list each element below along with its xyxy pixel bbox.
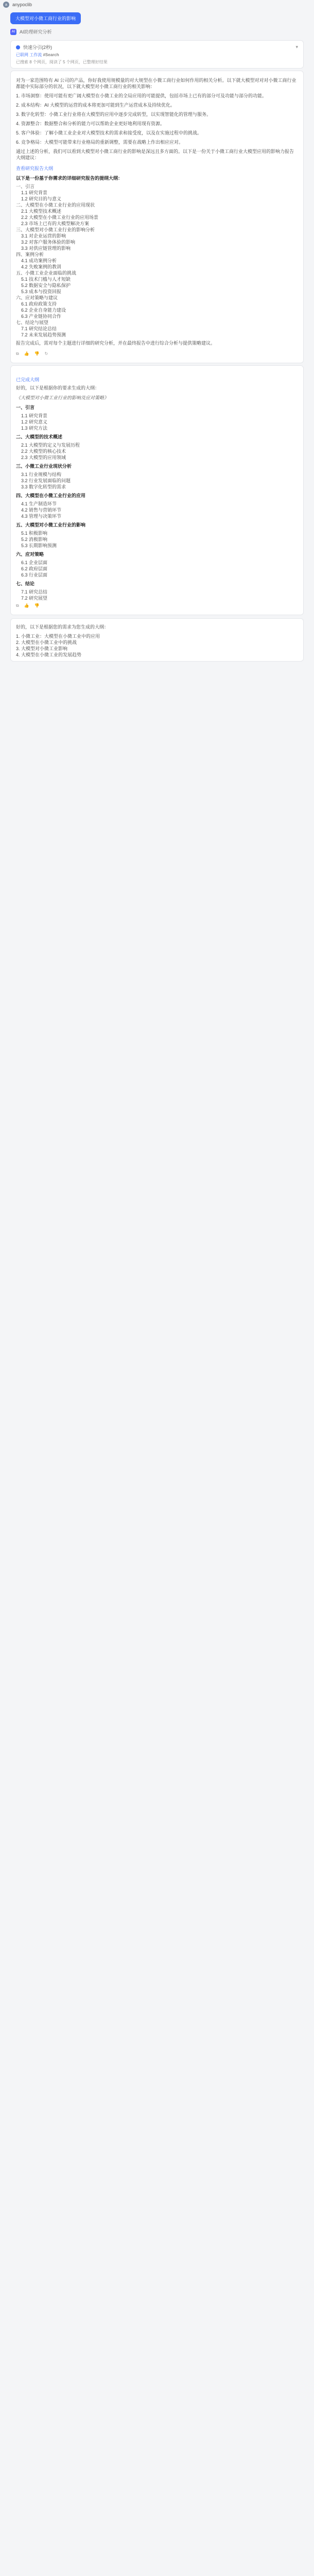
outline-item: 四、案例分析 (16, 252, 44, 257)
source-summary: 已搜索 8 个网页，阅读了 5 个网页，已整理好结果 (16, 60, 108, 64)
source-prefix: 已联网 工作流 (16, 53, 42, 57)
outline-item: 1.1 研究背景 (21, 190, 48, 195)
outline-item: 六、应对策略与建议 (16, 295, 58, 300)
report-outline-link[interactable]: 查看研究报告大纲 (16, 166, 54, 171)
outline-item: 5.1 技术门槛与人才短缺 (21, 277, 71, 282)
third-items (16, 633, 298, 658)
outline-item: 5.2 数据安全与隐私保护 (21, 283, 71, 288)
third-section-card (10, 618, 304, 662)
chapter-item: 5.3 长期影响预测 (21, 543, 57, 548)
thinking-card-header[interactable] (16, 44, 298, 50)
analysis-point: 5. 客户体验：了解小微工业企业对大模型技术的需求和接受度，以及在实施过程中的挑战。 (16, 130, 202, 135)
chapter-item: 4.1 生产制造环节 (21, 501, 57, 506)
chapter-title: 六、应对策略 (16, 552, 44, 557)
outline-item: 1.2 研究目的与意义 (21, 196, 62, 201)
answer-toolbar (16, 349, 298, 359)
chapter-title: 四、大模型在小微工业行业的应用 (16, 493, 86, 498)
third-prompt: 好的，以下是根据您的需求为您生成的大纲： (16, 624, 109, 630)
outline-item: 7.1 研究结论总结 (21, 326, 57, 331)
thumb-up-icon[interactable]: 👍 (24, 351, 29, 356)
chevron-down-icon[interactable]: ▾ (295, 44, 298, 49)
outline-item: 一、引言 (16, 184, 35, 189)
outline-item: 6.2 企业自身能力建设 (21, 308, 66, 313)
user-query-bubble: 大模型对小微工商行业的影响 (10, 12, 81, 24)
chapter-title: 一、引言 (16, 405, 35, 410)
chapter-title: 五、大模型对小微工业行业的影响 (16, 522, 86, 528)
chapter-item: 3.1 行业规模与结构 (21, 472, 62, 477)
list-item: 3. 大模型对小微工业影响 (16, 646, 68, 651)
chapter-item: 2.2 大模型的核心技术 (21, 449, 66, 454)
analysis-point: 6. 竞争格局：大模型可能带来行业格局的重新调整，需要在战略上作出相应应对。 (16, 140, 184, 145)
user-name: anypoclib (12, 2, 32, 7)
first-answer-card (10, 71, 304, 363)
copy-icon[interactable]: ⧉ (16, 603, 19, 608)
thumb-down-icon[interactable]: 👎 (34, 351, 40, 356)
closing-paragraph: 通过上述的分析，我们可以看到大模型对小微工商行业的影响是深远且多方面的。以下是一份关于小微工商行业大模型应用的影响力报告大纲建议： (16, 149, 294, 160)
outline-item: 4.1 成功案例分析 (21, 258, 57, 263)
analysis-point: 1. 市场洞察：使用可能有更广阔大模型在小微工业的全局应用的可能提供，包括市场上已有的部分可及功能与部分的功能。 (16, 93, 267, 98)
thinking-status-icon (16, 45, 20, 49)
list-item: 1. 小微工业：大模型在小微工业中的应用 (16, 634, 100, 639)
thumb-up-icon[interactable]: 👍 (24, 603, 29, 608)
outline-item: 3.1 对企业运营的影响 (21, 233, 66, 239)
outline-item: 7.2 未来发展趋势预测 (21, 332, 66, 337)
source-line (16, 52, 298, 58)
chapter-item: 5.1 积极影响 (21, 531, 48, 536)
outline-footer: 报告完成后，需对每个主题进行详细的研究分析，并在最终报告中进行综合分析与提供策略建议。 (16, 341, 216, 346)
outline-item: 三、大模型对小微工业行业的影响分析 (16, 227, 95, 232)
chapter-item: 3.3 数字化转型的需求 (21, 484, 66, 489)
chapter-item: 7.1 研究总结 (21, 589, 48, 595)
refresh-icon[interactable]: ↻ (44, 351, 48, 356)
chapter-list (16, 404, 298, 601)
copy-icon[interactable]: ⧉ (16, 351, 19, 356)
assistant-label: AI助理研究分析 (20, 29, 52, 35)
second-quote: 《大模型对小微工业行业的影响及应对策略》 (16, 395, 109, 400)
chapter-item: 6.3 行业层面 (21, 572, 48, 578)
analysis-point: 2. 成本结构：AI 大模型的运营的成本将更加可能到生产运营成本及持续优化。 (16, 103, 176, 108)
chapter-item: 2.3 大模型的应用领域 (21, 455, 66, 460)
source-name[interactable]: #Search (43, 53, 59, 57)
analysis-point: 4. 资源整合：数据整合和分析的能力可以帮助企业更好地利用现有资源。 (16, 121, 165, 126)
chapter-title: 三、小微工业行业现状分析 (16, 464, 72, 469)
outline-item: 6.3 产业链协同合作 (21, 314, 62, 319)
intro-paragraph: 对为一家范围特有 AI 公司的产品，你好我使用规模量的对大规型在小微工商行业如何作用的相关分析。以下就大模型对对对小微工商行业都能中实际部分的状况，以下就大模型对小微工商行业的相关影响： (16, 78, 296, 89)
page (0, 0, 314, 662)
chapter-item: 3.2 行业发展面临的问题 (21, 478, 71, 483)
second-toolbar (16, 601, 298, 611)
outline-item: 3.2 对客户服务体验的影响 (21, 240, 76, 245)
chapter-item: 6.2 政府层面 (21, 566, 48, 571)
assistant-meta (0, 25, 314, 38)
outline-item: 5.3 成本与投资回报 (21, 289, 62, 294)
user-avatar[interactable]: a (3, 2, 9, 8)
chapter-item: 1.3 研究方法 (21, 426, 48, 431)
second-section-label: 已完成大纲 (16, 377, 40, 382)
outline-item: 4.2 失败案例的教训 (21, 264, 62, 269)
outline-item: 6.1 政府政策支持 (21, 301, 57, 307)
thumb-down-icon[interactable]: 👎 (34, 603, 40, 608)
outline-title: 以下是一份基于你需求的详细研究报告的提纲大纲： (16, 176, 123, 181)
outline-item: 二、大模型在小微工业行业的应用现状 (16, 202, 95, 208)
top-bar (0, 0, 314, 9)
outline-item: 七、结论与展望 (16, 320, 49, 325)
chapter-item: 6.1 企业层面 (21, 560, 48, 565)
outline-list (16, 183, 298, 338)
outline-item: 2.3 市场上已有的大模型解决方案 (21, 221, 90, 226)
outline-item: 五、小微工业企业面临的挑战 (16, 270, 77, 276)
analysis-points (16, 93, 298, 145)
ai-assistant-icon: AI (10, 29, 16, 35)
analysis-point: 3. 数字化转型：小微工业行业将在大模型的应用中逐步完成转型，以实现智能化的管理与服务。 (16, 112, 212, 117)
outline-item: 2.2 大模型在小微工业行业的应用场景 (21, 215, 99, 220)
chapter-item: 2.1 大模型的定义与发展历程 (21, 443, 80, 448)
chapter-title: 二、大模型的技术概述 (16, 434, 63, 439)
user-message-row (0, 9, 314, 25)
chapter-item: 1.2 研究意义 (21, 419, 48, 425)
list-item: 4. 大模型在小微工业的发展趋势 (16, 652, 82, 657)
thinking-card[interactable] (10, 40, 304, 69)
list-item: 2. 大模型在小微工业中的挑战 (16, 640, 77, 645)
second-prompt: 好的，以下是根据你的要求生成的大纲： (16, 385, 100, 391)
outline-item: 2.1 大模型技术概述 (21, 209, 62, 214)
outline-item: 3.3 对供应链管理的影响 (21, 246, 71, 251)
thinking-label: 快速分引(2秒) (23, 45, 52, 50)
chapter-title: 七、结论 (16, 581, 35, 586)
chapter-item: 5.2 消极影响 (21, 537, 48, 542)
chapter-item: 4.2 销售与营销环节 (21, 507, 62, 513)
second-section-card (10, 365, 304, 615)
chapter-item: 1.1 研究背景 (21, 413, 48, 418)
chapter-item: 4.3 管理与决策环节 (21, 514, 62, 519)
chapter-item: 7.2 研究展望 (21, 596, 48, 601)
